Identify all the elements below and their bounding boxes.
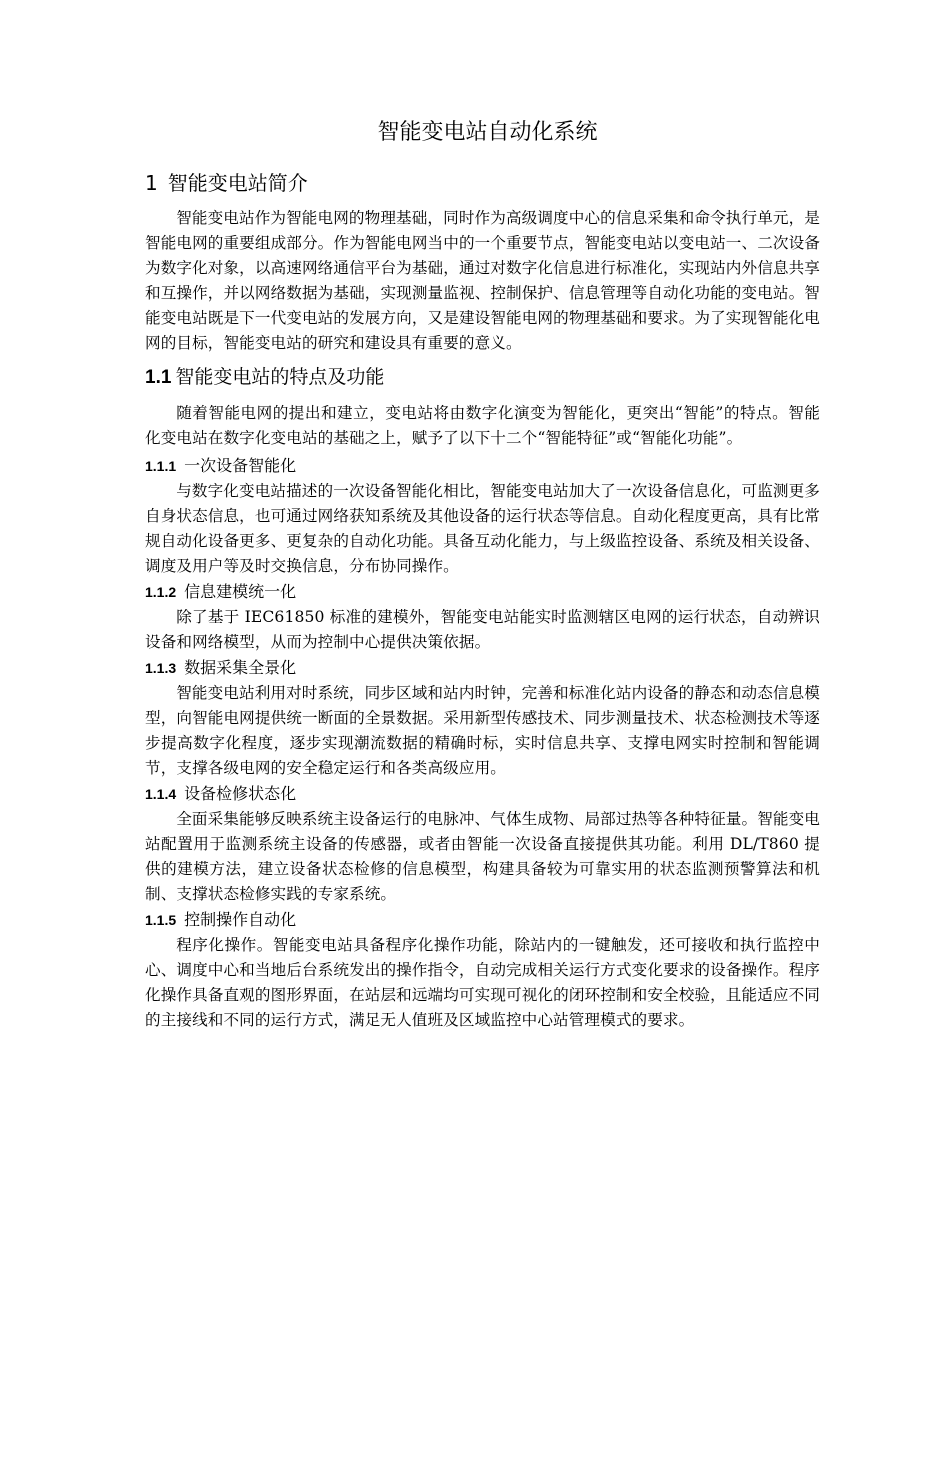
subsection-heading-text: 设备检修状态化 (184, 784, 297, 803)
document-page (0, 116, 950, 1460)
subsection-1-1-3-paragraph: 智能变电站利用对时系统，同步区域和站内时钟，完善和标准化站内设备的静态和动态信息模型，向智能电网提供统一断面的全景数据。采用新型传感技术、同步测量技术、状态检测技术等逐步提高数字化程度，逐步实现潮流数据的精确时标，实时信息共享、支撑电网实时控制和智能调节，支撑各级电网的安全稳定运行和各类高级应用。 (145, 684, 820, 777)
section-number: 1.1 (145, 367, 172, 388)
subsection-heading-1-1-4 (145, 781, 820, 807)
subsection-number: 1.1.1 (145, 458, 177, 474)
subsection-1-1-4-paragraph: 全面采集能够反映系统主设备运行的电脉冲、气体生成物、局部过热等各种特征量。智能变电站配置用于监测系统主设备的传感器，或者由智能一次设备直接提供其功能。利用 DL/T860 提供的建模方法，建立设备状态检修的信息模型，构建具备较为可靠实用的状态监测预警算法和机制、支撑状态检修实践的专家系统。 (145, 810, 820, 903)
section-heading-text: 智能变电站简介 (167, 171, 308, 195)
subsection-number: 1.1.3 (145, 660, 177, 676)
subsection-heading-text: 控制操作自动化 (184, 910, 297, 929)
subsection-heading-text: 数据采集全景化 (184, 658, 297, 677)
subsection-1-1-1-paragraph: 与数字化变电站描述的一次设备智能化相比，智能变电站加大了一次设备信息化，可监测更多自身状态信息，也可通过网络获知系统及其他设备的运行状态等信息。自动化程度更高，具有比常规自动化设备更多、更复杂的自动化功能。具备互动化能力，与上级监控设备、系统及相关设备、调度及用户等及时交换信息，分布协同操作。 (145, 482, 820, 575)
subsection-heading-1-1-5 (145, 907, 820, 933)
section-number: 1 (145, 171, 158, 195)
section-heading-1-1 (145, 362, 820, 393)
subsection-heading-1-1-1 (145, 453, 820, 479)
subsection-number: 1.1.4 (145, 786, 177, 802)
subsection-heading-text: 信息建模统一化 (184, 582, 297, 601)
subsection-heading-1-1-3 (145, 655, 820, 681)
subsection-heading-text: 一次设备智能化 (184, 456, 297, 475)
section-heading-text: 智能变电站的特点及功能 (175, 366, 385, 388)
section-heading-1 (145, 168, 820, 198)
subsection-1-1-2-paragraph: 除了基于 IEC61850 标准的建模外，智能变电站能实时监测辖区电网的运行状态，自动辨识设备和网络模型，从而为控制中心提供决策依据。 (145, 608, 820, 651)
subsection-number: 1.1.5 (145, 912, 177, 928)
section-1-1-paragraph: 随着智能电网的提出和建立，变电站将由数字化演变为智能化，更突出“智能”的特点。智能化变电站在数字化变电站的基础之上，赋予了以下十二个“智能特征”或“智能化功能”。 (145, 404, 820, 447)
subsection-1-1-5-paragraph: 程序化操作。智能变电站具备程序化操作功能，除站内的一键触发，还可接收和执行监控中心、调度中心和当地后台系统发出的操作指令，自动完成相关运行方式变化要求的设备操作。程序化操作具备直观的图形界面，在站层和远端均可实现可视化的闭环控制和安全校验，且能适应不同的主接线和不同的运行方式，满足无人值班及区域监控中心站管理模式的要求。 (145, 936, 820, 1029)
document-title: 智能变电站自动化系统 (377, 120, 598, 145)
subsection-heading-1-1-2 (145, 579, 820, 605)
section-1-paragraph: 智能变电站作为智能电网的物理基础，同时作为高级调度中心的信息采集和命令执行单元，是智能电网的重要组成部分。作为智能电网当中的一个重要节点，智能变电站以变电站一、二次设备为数字化对象，以高速网络通信平台为基础，通过对数字化信息进行标准化，实现站内外信息共享和互操作，并以网络数据为基础，实现测量监视、控制保护、信息管理等自动化功能的变电站。智能变电站既是下一代变电站的发展方向，又是建设智能电网的物理基础和要求。为了实现智能化电网的目标，智能变电站的研究和建设具有重要的意义。 (145, 209, 820, 352)
subsection-number: 1.1.2 (145, 584, 177, 600)
